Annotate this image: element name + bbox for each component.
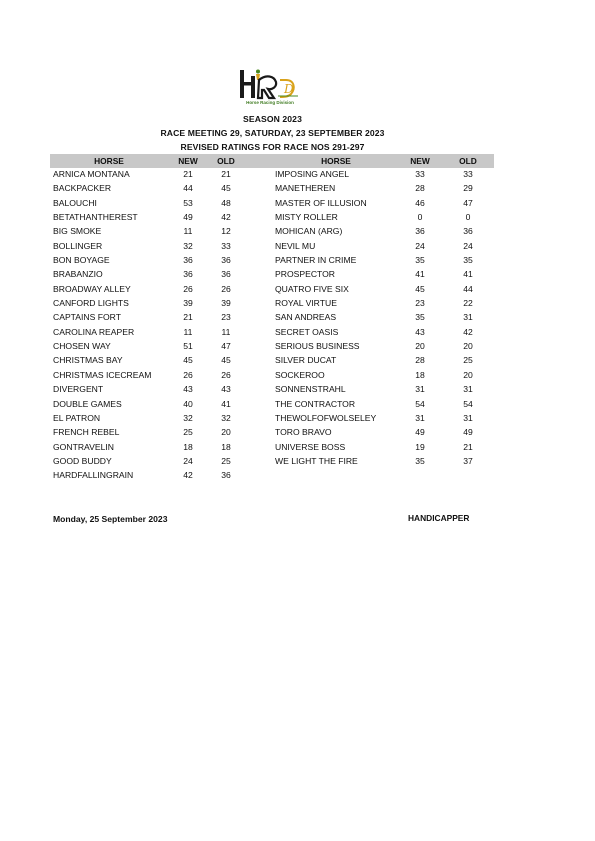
old-rating-right: 41 — [463, 269, 473, 280]
meeting-title: RACE MEETING 29, SATURDAY, 23 SEPTEMBER 2023 — [160, 128, 385, 138]
table-row — [50, 268, 494, 282]
old-rating-left: 36 — [221, 269, 231, 280]
old-rating-right: 47 — [463, 197, 473, 208]
horse-name-left: EL PATRON — [53, 412, 101, 423]
horse-name-left: BRABANZIO — [53, 269, 103, 280]
new-rating-left: 36 — [183, 269, 193, 280]
old-rating-right: 42 — [463, 326, 473, 337]
new-rating-left: 40 — [183, 398, 193, 409]
table-row — [50, 240, 494, 254]
old-rating-right: 37 — [463, 455, 473, 466]
old-rating-right: 25 — [463, 355, 473, 366]
new-rating-right: 45 — [415, 283, 425, 294]
old-rating-left: 33 — [221, 240, 231, 251]
horse-name-right: SONNENSTRAHL — [275, 384, 346, 395]
old-rating-right: 31 — [463, 412, 473, 423]
new-rating-right: 41 — [415, 269, 425, 280]
new-rating-right: 35 — [415, 455, 425, 466]
table-row — [50, 469, 494, 483]
table-row — [50, 340, 494, 354]
old-rating-right: 0 — [465, 212, 471, 223]
new-rating-left: 53 — [183, 197, 193, 208]
new-rating-right: 28 — [415, 183, 425, 194]
new-rating-left: 32 — [183, 412, 193, 423]
horse-name-right: ROYAL VIRTUE — [275, 298, 337, 309]
old-rating-right: 35 — [463, 255, 473, 266]
hrd-logo — [238, 68, 302, 112]
table-row — [50, 412, 494, 426]
horse-name-left: ARNICA MONTANA — [53, 169, 130, 179]
old-rating-right: 20 — [463, 369, 473, 380]
old-rating-right: 24 — [463, 240, 473, 251]
old-rating-left: 26 — [221, 283, 231, 294]
horse-racing-logo-mark — [238, 68, 302, 102]
old-rating-left: 23 — [221, 312, 231, 323]
new-rating-left: 49 — [183, 212, 193, 223]
horse-name-left: HARDFALLINGRAIN — [53, 470, 134, 481]
horse-name-right: SECRET OASIS — [275, 326, 339, 337]
horse-name-right: MOHICAN (ARG) — [275, 226, 343, 237]
old-rating-left: 42 — [221, 212, 231, 223]
header-new-right: NEW — [410, 156, 430, 166]
horse-name-right: SOCKEROO — [275, 369, 325, 380]
old-rating-right: 44 — [463, 283, 473, 294]
table-row — [50, 354, 494, 368]
new-rating-right: 28 — [415, 355, 425, 366]
old-rating-left: 21 — [221, 169, 231, 179]
new-rating-right: 20 — [415, 341, 425, 352]
new-rating-right: 43 — [415, 326, 425, 337]
old-rating-right: 33 — [463, 169, 473, 179]
horse-name-left: FRENCH REBEL — [53, 427, 120, 438]
old-rating-right: 29 — [463, 183, 473, 194]
table-row — [50, 283, 494, 297]
header-old-right: OLD — [459, 156, 477, 166]
table-row — [50, 398, 494, 412]
old-rating-left: 47 — [221, 341, 231, 352]
horse-name-left: DOUBLE GAMES — [53, 398, 122, 409]
horse-name-right: NEVIL MU — [275, 240, 316, 251]
new-rating-right: 54 — [415, 398, 425, 409]
new-rating-right: 46 — [415, 197, 425, 208]
new-rating-left: 21 — [183, 312, 193, 323]
old-rating-left: 36 — [221, 255, 231, 266]
header-new-left: NEW — [178, 156, 198, 166]
horse-name-right: MANETHEREN — [275, 183, 336, 194]
table-row — [50, 455, 494, 469]
old-rating-right: 21 — [463, 441, 473, 452]
old-rating-right: 31 — [463, 312, 473, 323]
old-rating-left: 48 — [221, 197, 231, 208]
old-rating-left: 45 — [221, 183, 231, 194]
new-rating-right: 31 — [415, 384, 425, 395]
horse-name-left: CAROLINA REAPER — [53, 326, 135, 337]
horse-name-left: GONTRAVELIN — [53, 441, 114, 452]
horse-name-left: CHRISTMAS BAY — [53, 355, 123, 366]
old-rating-right: 31 — [463, 384, 473, 395]
new-rating-right: 19 — [415, 441, 425, 452]
old-rating-right: 49 — [463, 427, 473, 438]
old-rating-left: 26 — [221, 369, 231, 380]
table-row — [50, 326, 494, 340]
new-rating-right: 24 — [415, 240, 425, 251]
horse-name-left: BETATHANTHEREST — [53, 212, 138, 223]
horse-name-right: MISTY ROLLER — [275, 212, 338, 223]
header-horse-left: HORSE — [94, 156, 124, 166]
horse-name-left: DIVERGENT — [53, 384, 104, 395]
old-rating-left: 41 — [221, 398, 231, 409]
horse-name-left: CANFORD LIGHTS — [53, 298, 129, 309]
old-rating-left: 20 — [221, 427, 231, 438]
table-body — [50, 168, 494, 484]
table-row — [50, 383, 494, 397]
new-rating-left: 25 — [183, 427, 193, 438]
ratings-subtitle: REVISED RATINGS FOR RACE NOS 291-297 — [180, 142, 365, 152]
horse-name-right: SILVER DUCAT — [275, 355, 337, 366]
new-rating-left: 26 — [183, 283, 193, 294]
new-rating-right: 18 — [415, 369, 425, 380]
horse-name-left: BALOUCHI — [53, 197, 97, 208]
new-rating-left: 11 — [183, 326, 193, 337]
table-row — [50, 168, 494, 182]
svg-text:D: D — [284, 82, 294, 96]
old-rating-right: 54 — [463, 398, 473, 409]
new-rating-left: 26 — [183, 369, 193, 380]
old-rating-left: 39 — [221, 298, 231, 309]
horse-name-right: MASTER OF ILLUSION — [275, 197, 367, 208]
horse-name-right: UNIVERSE BOSS — [275, 441, 346, 452]
old-rating-left: 36 — [221, 470, 231, 481]
horse-name-left: BON BOYAGE — [53, 255, 110, 266]
horse-name-right: THEWOLFOFWOLSELEY — [275, 412, 377, 423]
table-row — [50, 254, 494, 268]
footer-handicapper: HANDICAPPER — [408, 513, 470, 523]
table-header-row — [50, 154, 494, 168]
new-rating-left: 36 — [183, 255, 193, 266]
header-old-left: OLD — [217, 156, 235, 166]
horse-name-right: WE LIGHT THE FIRE — [275, 455, 358, 466]
horse-name-right: THE CONTRACTOR — [275, 398, 356, 409]
table-row — [50, 182, 494, 196]
horse-name-left: CAPTAINS FORT — [53, 312, 121, 323]
old-rating-left: 25 — [221, 455, 231, 466]
old-rating-left: 18 — [221, 441, 231, 452]
logo-caption: Horse Racing Division — [246, 100, 294, 105]
season-title: SEASON 2023 — [243, 114, 302, 124]
new-rating-right: 35 — [415, 312, 425, 323]
horse-name-left: BOLLINGER — [53, 240, 103, 251]
table-row — [50, 426, 494, 440]
horse-name-right: IMPOSING ANGEL — [275, 169, 350, 179]
horse-name-left: CHRISTMAS ICECREAM — [53, 369, 152, 380]
ratings-table — [50, 154, 494, 484]
horse-name-left: BROADWAY ALLEY — [53, 283, 131, 294]
new-rating-left: 43 — [183, 384, 193, 395]
new-rating-left: 42 — [183, 470, 193, 481]
old-rating-left: 32 — [221, 412, 231, 423]
old-rating-right: 20 — [463, 341, 473, 352]
new-rating-right: 36 — [415, 226, 425, 237]
old-rating-left: 43 — [221, 384, 231, 395]
old-rating-right: 22 — [463, 298, 473, 309]
horse-name-right: SERIOUS BUSINESS — [275, 341, 360, 352]
horse-name-left: BIG SMOKE — [53, 226, 102, 237]
new-rating-right: 35 — [415, 255, 425, 266]
new-rating-left: 11 — [183, 226, 193, 237]
header-horse-right: HORSE — [321, 156, 351, 166]
new-rating-left: 24 — [183, 455, 193, 466]
table-row — [50, 197, 494, 211]
new-rating-left: 39 — [183, 298, 193, 309]
new-rating-left: 51 — [183, 341, 193, 352]
table-row — [50, 211, 494, 225]
new-rating-right: 0 — [417, 212, 423, 223]
table-row — [50, 225, 494, 239]
new-rating-right: 31 — [415, 412, 425, 423]
new-rating-right: 33 — [415, 169, 425, 179]
table-row — [50, 297, 494, 311]
old-rating-right: 36 — [463, 226, 473, 237]
horse-name-left: BACKPACKER — [53, 183, 112, 194]
new-rating-right: 49 — [415, 427, 425, 438]
horse-name-right: QUATRO FIVE SIX — [275, 283, 349, 294]
horse-name-left: GOOD BUDDY — [53, 455, 112, 466]
horse-name-right: PROSPECTOR — [275, 269, 336, 280]
table-row — [50, 311, 494, 325]
horse-name-left: CHOSEN WAY — [53, 341, 111, 352]
footer-date: Monday, 25 September 2023 — [53, 514, 168, 524]
new-rating-right: 23 — [415, 298, 425, 309]
table-row — [50, 441, 494, 455]
old-rating-left: 11 — [221, 326, 231, 337]
old-rating-left: 12 — [221, 226, 231, 237]
old-rating-left: 45 — [221, 355, 231, 366]
new-rating-left: 45 — [183, 355, 193, 366]
new-rating-left: 21 — [183, 169, 193, 179]
table-row — [50, 369, 494, 383]
horse-name-right: SAN ANDREAS — [275, 312, 337, 323]
horse-name-right: PARTNER IN CRIME — [275, 255, 357, 266]
new-rating-left: 18 — [183, 441, 193, 452]
new-rating-left: 32 — [183, 240, 193, 251]
horse-name-right: TORO BRAVO — [275, 427, 332, 438]
new-rating-left: 44 — [183, 183, 193, 194]
